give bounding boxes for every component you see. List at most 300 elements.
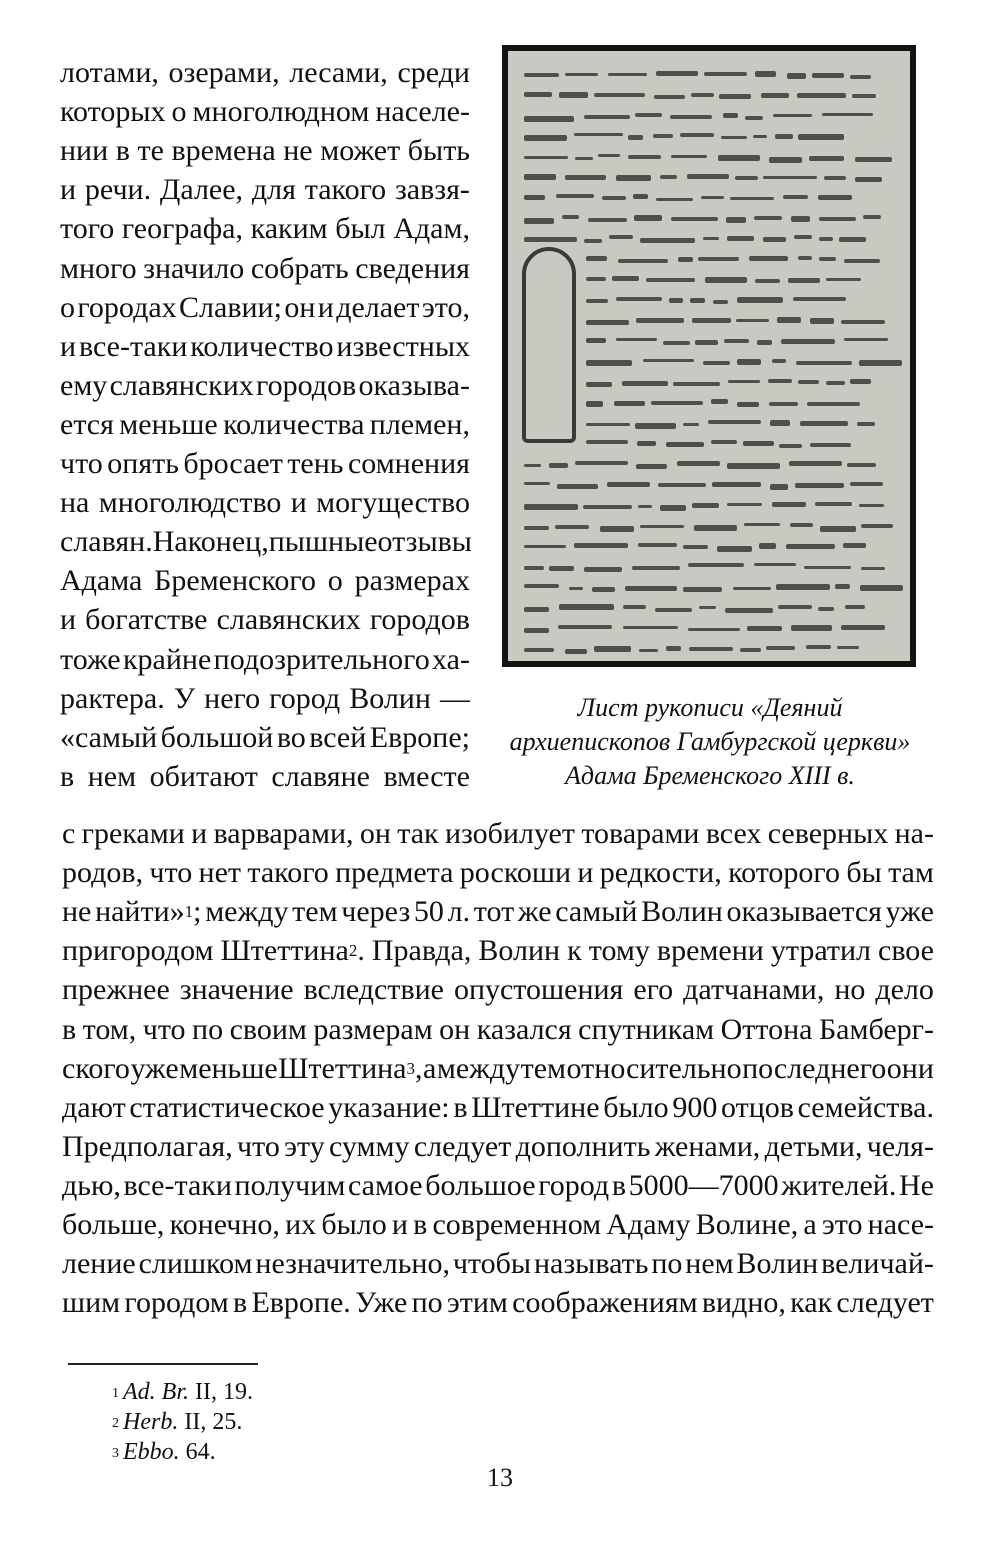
manuscript-script-stroke (574, 543, 627, 548)
manuscript-script-stroke (708, 420, 761, 424)
manuscript-script-stroke (524, 648, 554, 652)
manuscript-script-stroke (555, 525, 589, 529)
word: времена (171, 134, 276, 168)
manuscript-script-stroke (588, 218, 627, 222)
manuscript-script-stroke (712, 482, 761, 487)
manuscript-script-stroke (769, 402, 798, 407)
manuscript-script-stroke (694, 525, 737, 531)
manuscript-script-stroke (586, 423, 630, 426)
manuscript-script-stroke (565, 73, 598, 76)
decorated-initial-letter (522, 247, 576, 443)
word: насе- (867, 1208, 934, 1241)
word: сомнения (347, 447, 470, 480)
manuscript-script-stroke (594, 93, 645, 97)
word: товарами (581, 817, 700, 850)
word: славянских (216, 603, 361, 637)
manuscript-script-stroke (798, 380, 819, 384)
word: самое (347, 1168, 423, 1202)
text-line (60, 249, 470, 289)
manuscript-script-stroke (623, 605, 646, 610)
manuscript-script-stroke (666, 646, 680, 651)
word: в (233, 1286, 248, 1320)
manuscript-script-stroke (815, 502, 852, 506)
manuscript-script-stroke (711, 399, 728, 404)
manuscript-script-stroke (755, 279, 780, 283)
word: ему (60, 368, 108, 402)
word: значение (179, 973, 294, 1007)
manuscript-script-stroke (855, 177, 882, 182)
manuscript-script-stroke (584, 567, 622, 573)
word: дают (62, 1090, 126, 1124)
manuscript-script-stroke (556, 194, 594, 197)
word: опять (107, 447, 179, 480)
manuscript-script-stroke (798, 134, 844, 139)
manuscript-script-stroke (524, 545, 566, 549)
word: и (577, 856, 594, 890)
word: спутникам (578, 1012, 715, 1046)
manuscript-script-stroke (826, 381, 844, 385)
manuscript-script-stroke (557, 484, 598, 489)
word: в (611, 1168, 626, 1202)
word: те (137, 134, 164, 168)
text-line (60, 679, 470, 719)
word: в (453, 1090, 468, 1124)
manuscript-script-stroke (841, 320, 885, 324)
word: Волине, (695, 1208, 799, 1241)
word: времени (656, 934, 764, 968)
manuscript-script-stroke (845, 605, 865, 609)
manuscript-script-stroke (850, 379, 871, 384)
manuscript-script-stroke (794, 235, 812, 239)
word: через (341, 895, 411, 929)
manuscript-script-stroke (687, 174, 729, 179)
manuscript-script-stroke (586, 360, 632, 365)
manuscript-script-stroke (683, 423, 699, 427)
manuscript-script-stroke (754, 216, 782, 221)
manuscript-script-stroke (637, 441, 656, 445)
word: а (423, 1051, 437, 1085)
manuscript-script-stroke (757, 340, 772, 345)
word: ется (60, 407, 114, 441)
manuscript-script-stroke (791, 216, 810, 221)
word: может (320, 134, 401, 168)
manuscript-script-stroke (639, 649, 659, 653)
word: роскоши (459, 856, 572, 890)
manuscript-script-stroke (850, 482, 883, 486)
manuscript-script-stroke (586, 299, 608, 302)
caption-line: Лист рукописи «Деяний (577, 693, 843, 722)
manuscript-script-stroke (826, 278, 861, 282)
word: они (886, 1051, 934, 1085)
word: завзя- (394, 173, 470, 207)
manuscript-script-stroke (775, 134, 794, 138)
word: слишком (138, 1247, 253, 1281)
manuscript-script-stroke (844, 259, 880, 262)
word: отзывы (377, 525, 472, 559)
manuscript-script-stroke (743, 441, 774, 446)
word: но (834, 973, 866, 1007)
word: — (440, 681, 470, 715)
word: городом (124, 1286, 229, 1320)
word: казался (476, 1012, 572, 1046)
word: незначительно, (255, 1247, 450, 1281)
word: озерами, (168, 56, 280, 89)
manuscript-script-stroke (524, 504, 578, 510)
manuscript-script-stroke (583, 505, 632, 509)
word: У (173, 681, 196, 715)
word: быть (407, 134, 470, 168)
word: прежнее (62, 973, 170, 1007)
manuscript-script-stroke (819, 237, 833, 240)
word: значило (143, 251, 245, 285)
word: речи. (84, 173, 152, 207)
word: жителей. (781, 1168, 897, 1202)
manuscript-page-image (508, 51, 910, 661)
word: о (327, 564, 343, 598)
word: каким (250, 212, 328, 246)
manuscript-script-stroke (524, 135, 567, 141)
caption-line: архиепископов Гамбургской церкви» (509, 727, 911, 756)
word: между (436, 1051, 521, 1085)
manuscript-script-stroke (651, 401, 703, 405)
manuscript-script-stroke (618, 259, 668, 264)
word: дью, (62, 1168, 121, 1202)
word: много (60, 251, 137, 285)
word: него (204, 681, 261, 715)
word: варварами, (213, 817, 354, 850)
manuscript-script-stroke (683, 587, 722, 591)
manuscript-script-stroke (835, 584, 850, 589)
manuscript-script-stroke (691, 93, 714, 96)
manuscript-script-stroke (718, 155, 760, 161)
manuscript-script-stroke (778, 605, 812, 610)
manuscript-script-stroke (824, 176, 846, 180)
manuscript-script-stroke (646, 278, 694, 283)
word: все-таки (123, 1168, 232, 1202)
manuscript-script-stroke (524, 237, 577, 243)
word: Не (898, 1168, 934, 1202)
manuscript-script-stroke (635, 113, 663, 117)
word: там (888, 856, 934, 890)
manuscript-script-stroke (727, 463, 780, 469)
word: своим (229, 1012, 307, 1046)
text-line (62, 1127, 934, 1167)
word: 5000—7000 (628, 1168, 779, 1202)
word: и (60, 173, 77, 207)
footnote-3: $^3$ Ebbo. 64. (112, 1439, 216, 1465)
word: том, (82, 1012, 137, 1046)
manuscript-script-stroke (660, 175, 676, 179)
word: рактера. (60, 681, 165, 715)
manuscript-script-stroke (692, 318, 731, 323)
manuscript-script-stroke (623, 626, 678, 629)
word: статистическое (129, 1090, 325, 1124)
manuscript-script-stroke (666, 442, 703, 447)
word: в (60, 759, 75, 793)
word: конечно, (169, 1208, 280, 1241)
word: видно, (701, 1286, 786, 1320)
word: сумму (329, 1129, 410, 1163)
word: городов (369, 603, 470, 637)
text-line (62, 892, 934, 932)
manuscript-script-stroke (586, 382, 612, 387)
word: это, (421, 290, 470, 324)
word: среди (397, 56, 470, 89)
word: тень (287, 447, 344, 480)
word: Адам, (393, 212, 470, 246)
word: Волин (478, 934, 561, 968)
manuscript-script-stroke (628, 135, 643, 140)
manuscript-script-stroke (810, 318, 834, 324)
manuscript-script-stroke (628, 155, 660, 160)
manuscript-script-stroke (677, 461, 720, 466)
manuscript-script-stroke (616, 338, 657, 341)
manuscript-script-stroke (524, 464, 541, 467)
word: о (60, 290, 75, 324)
word: большой (160, 720, 274, 754)
manuscript-script-stroke (745, 116, 763, 120)
manuscript-script-stroke (744, 523, 780, 526)
word: на- (894, 817, 934, 850)
word: тем (292, 895, 338, 929)
footnote-ref: Ad. Br. (123, 1379, 189, 1405)
manuscript-script-stroke (663, 341, 689, 344)
manuscript-script-stroke (763, 176, 817, 179)
word: и (191, 817, 208, 850)
word: а (803, 1208, 817, 1241)
text-line (60, 405, 470, 445)
word: что (142, 1012, 186, 1046)
footnote-divider (68, 1363, 258, 1365)
manuscript-script-stroke (788, 278, 820, 284)
manuscript-script-stroke (721, 136, 747, 139)
manuscript-script-stroke (859, 360, 903, 365)
manuscript-script-stroke (524, 482, 550, 485)
manuscript-script-stroke (852, 94, 876, 97)
manuscript-script-stroke (625, 586, 677, 592)
word: последнего (742, 1051, 887, 1085)
manuscript-script-stroke (703, 237, 719, 240)
manuscript-script-stroke (819, 257, 835, 261)
manuscript-script-stroke (559, 604, 613, 609)
manuscript-script-stroke (861, 567, 885, 570)
manuscript-script-stroke (800, 421, 848, 426)
word: этим (446, 1286, 508, 1320)
word: богатстве (85, 603, 208, 637)
word: тем (520, 1051, 567, 1085)
manuscript-script-stroke (586, 277, 606, 281)
manuscript-script-stroke (636, 318, 683, 323)
manuscript-script-stroke (586, 320, 629, 324)
text-line (60, 522, 470, 562)
manuscript-script-stroke (793, 297, 846, 301)
manuscript-script-stroke (810, 443, 852, 447)
manuscript-script-stroke (795, 483, 844, 488)
manuscript-script-stroke (575, 461, 628, 465)
manuscript-script-stroke (524, 174, 556, 180)
word: же (517, 895, 552, 929)
text-line (60, 209, 470, 249)
manuscript-script-stroke (772, 359, 786, 363)
text-line (62, 853, 934, 893)
caption-line: Адама Бременского XIII в. (565, 761, 855, 790)
word: географа, (121, 212, 243, 246)
manuscript-script-stroke (688, 563, 743, 567)
manuscript-script-stroke (565, 175, 606, 180)
word: известных (336, 329, 470, 363)
manuscript-script-stroke (787, 73, 806, 79)
manuscript-script-stroke (841, 625, 886, 630)
manuscript-script-stroke (754, 563, 796, 566)
word: ление (62, 1247, 136, 1281)
word: он (359, 817, 391, 850)
manuscript-script-stroke (753, 135, 767, 138)
text-line (60, 561, 470, 601)
word: опустошения (453, 973, 624, 1007)
word: не (62, 895, 92, 929)
manuscript-script-stroke (717, 546, 752, 552)
manuscript-script-stroke (806, 645, 832, 648)
manuscript-script-stroke (730, 197, 775, 200)
word: утратил (770, 934, 871, 968)
word: которых (60, 95, 166, 129)
word: и (290, 486, 307, 520)
manuscript-script-stroke (770, 420, 790, 426)
manuscript-script-stroke (727, 503, 761, 506)
manuscript-script-stroke (703, 361, 729, 365)
word: населе- (375, 95, 470, 129)
manuscript-script-stroke (772, 502, 807, 507)
word: по (651, 1247, 683, 1281)
word: 50 (413, 895, 444, 929)
manuscript-script-stroke (822, 113, 874, 116)
manuscript-script-stroke (616, 175, 651, 181)
word: челя- (866, 1129, 934, 1163)
manuscript-script-stroke (726, 217, 746, 223)
manuscript-script-stroke (569, 587, 584, 590)
text-line (60, 170, 470, 210)
word: сведения (355, 251, 470, 285)
word: о (171, 95, 187, 129)
word: племен, (369, 407, 470, 441)
word: семейства. (797, 1090, 934, 1124)
word: с (62, 817, 76, 850)
word: северных (767, 817, 889, 850)
manuscript-script-stroke (837, 646, 859, 649)
manuscript-illustration (502, 45, 916, 667)
manuscript-script-stroke (671, 155, 707, 158)
manuscript-script-stroke (634, 215, 661, 221)
word: шим (62, 1286, 121, 1320)
manuscript-script-stroke (586, 401, 603, 407)
manuscript-script-stroke (737, 402, 759, 407)
word: многолюдном (192, 95, 370, 129)
text-line (60, 131, 470, 171)
word: детьми, (764, 1129, 863, 1163)
word: это (821, 1208, 863, 1241)
manuscript-script-stroke (669, 298, 683, 303)
word: л. (447, 895, 471, 929)
text-line (60, 366, 470, 406)
manuscript-script-stroke (670, 115, 713, 119)
manuscript-script-stroke (820, 526, 856, 532)
manuscript-script-stroke (524, 607, 549, 612)
word: вместе (383, 759, 470, 793)
word: размерам (313, 1012, 433, 1046)
word: он (284, 290, 316, 324)
manuscript-script-stroke (818, 607, 835, 611)
manuscript-script-stroke (790, 523, 813, 527)
manuscript-script-stroke (807, 402, 859, 406)
manuscript-script-stroke (749, 256, 788, 261)
word: оказывается (726, 895, 882, 929)
manuscript-script-stroke (797, 93, 846, 97)
manuscript-script-stroke (592, 587, 615, 591)
word: современном (432, 1208, 602, 1241)
word: обитают (149, 759, 258, 793)
text-line (62, 1283, 934, 1323)
manuscript-script-stroke (769, 157, 802, 163)
manuscript-script-stroke (635, 423, 676, 429)
manuscript-script-stroke (524, 526, 549, 530)
word: изобилует (444, 817, 575, 850)
word: отцов (721, 1090, 794, 1124)
manuscript-script-stroke (584, 239, 602, 243)
word: свое (878, 934, 934, 968)
word: дополнить (515, 1129, 651, 1163)
manuscript-script-stroke (770, 484, 788, 490)
word: славяне (271, 759, 370, 793)
manuscript-script-stroke (713, 300, 728, 304)
word: тому (588, 934, 650, 968)
word: городах (77, 290, 177, 324)
footnote-ref: Ebbo. (123, 1439, 180, 1465)
manuscript-script-stroke (608, 73, 647, 77)
manuscript-script-stroke (781, 339, 835, 345)
text-line (62, 1049, 934, 1089)
word: эту (284, 1129, 325, 1163)
word: большое (425, 1168, 536, 1202)
word: славян. (60, 525, 153, 559)
word: крайне (122, 642, 212, 676)
word: и (60, 603, 77, 637)
manuscript-script-stroke (777, 317, 801, 323)
word: пышные (268, 525, 378, 559)
text-line (60, 483, 470, 523)
manuscript-script-stroke (636, 464, 667, 469)
manuscript-script-stroke (584, 115, 629, 120)
manuscript-script-stroke (558, 625, 612, 629)
word: что (149, 856, 193, 890)
word: ха- (432, 642, 470, 676)
manuscript-script-stroke (524, 116, 574, 122)
word: больше, (62, 1208, 165, 1241)
word: и (317, 290, 334, 324)
word: родов, (62, 856, 144, 890)
word: их (285, 1208, 317, 1241)
word: по (411, 1286, 443, 1320)
manuscript-script-stroke (574, 133, 623, 136)
manuscript-script-stroke (766, 646, 794, 651)
manuscript-script-stroke (549, 566, 574, 570)
manuscript-script-stroke (843, 543, 867, 547)
manuscript-script-stroke (656, 198, 693, 201)
word: городов (256, 368, 357, 402)
manuscript-script-stroke (857, 422, 875, 425)
manuscript-script-stroke (632, 566, 680, 570)
manuscript-script-stroke (586, 338, 606, 343)
manuscript-script-stroke (773, 114, 812, 117)
